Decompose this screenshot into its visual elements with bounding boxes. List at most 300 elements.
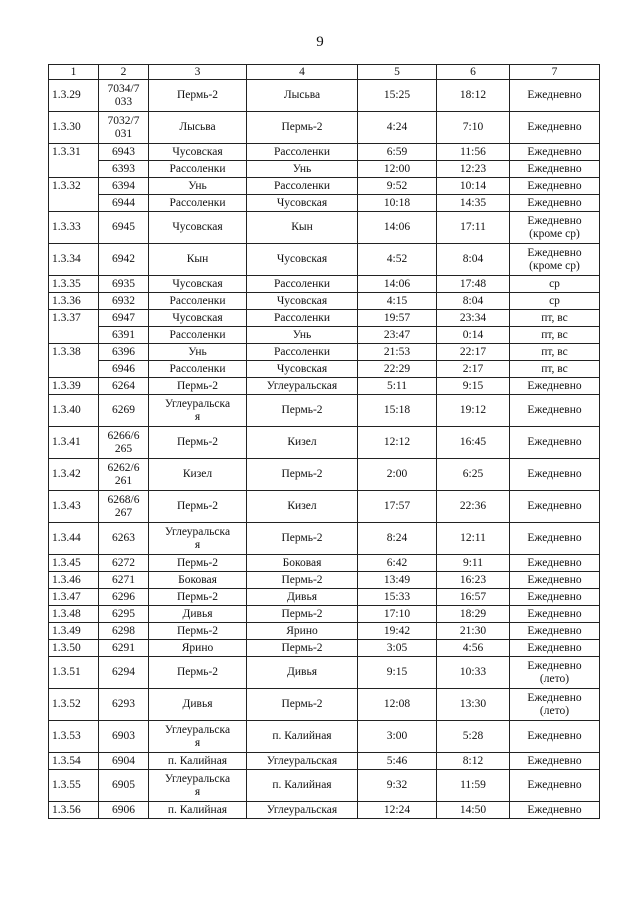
train-number-text: 6904 [112,754,135,767]
arrival-time-cell [437,344,510,361]
origin-station-cell [149,459,247,491]
origin-station-cell [149,276,247,293]
origin-station-text: Пермь-2 [176,500,219,512]
origin-station-cell [149,721,247,753]
origin-station-text: Пермь-2 [176,436,219,448]
destination-station-text: Унь [292,162,312,175]
days-of-operation-text: Ежедневно (лето) [527,659,582,685]
arrival-time-cell [437,310,510,327]
row-number-text: 1.3.53 [52,730,81,742]
header-cell-3: 3 [149,65,247,80]
train-number-cell [99,144,149,161]
days-of-operation-text: Ежедневно [527,556,582,569]
destination-station-cell [247,344,358,361]
train-number-text: 6906 [112,803,135,816]
days-of-operation-text: Ежедневно [527,607,582,620]
row-number-text: 1.3.54 [52,754,81,767]
origin-station-cell [149,555,247,572]
days-of-operation-cell [510,753,600,770]
row-number-cell [49,770,99,802]
destination-station-text: Рассоленки [273,277,331,290]
days-of-operation-cell [510,244,600,276]
origin-station-cell [149,80,247,112]
departure-time-text: 12:08 [383,698,411,710]
train-number-text: 6291 [112,641,135,654]
origin-station-cell [149,657,247,689]
destination-station-cell [247,293,358,310]
train-number-text: 6945 [112,221,135,233]
table-row [49,395,600,427]
departure-time-text: 3:00 [386,730,408,742]
departure-time-cell [358,293,437,310]
row-number-cell [49,244,99,276]
row-number-text: 1.3.46 [52,573,81,586]
train-number-cell [99,721,149,753]
origin-station-text: Кизел [182,468,213,480]
origin-station-cell [149,212,247,244]
table-row [49,293,600,310]
arrival-time-text: 18:29 [459,607,487,620]
arrival-time-text: 16:23 [459,573,487,586]
train-number-cell [99,212,149,244]
origin-station-cell [149,161,247,178]
arrival-time-cell [437,689,510,721]
destination-station-cell [247,459,358,491]
train-number-text: 6391 [112,328,135,341]
train-number-cell [99,378,149,395]
destination-station-cell [247,327,358,344]
arrival-time-cell [437,327,510,344]
header-cell-1: 1 [49,65,99,80]
table-row [49,212,600,244]
origin-station-text: Дивья [182,607,213,620]
train-number-text: 6271 [112,573,135,586]
destination-station-cell [247,361,358,378]
arrival-time-cell [437,276,510,293]
train-number-text: 6264 [112,379,135,392]
destination-station-cell [247,802,358,819]
arrival-time-cell [437,293,510,310]
destination-station-text: Кизел [287,500,317,512]
row-number-cell [49,427,99,459]
origin-station-text: Рассоленки [169,362,226,375]
arrival-time-cell [437,640,510,657]
destination-station-text: Рассоленки [273,145,331,158]
destination-station-text: п. Калийная [272,779,332,791]
row-number-text: 1.3.41 [52,436,81,448]
table-row [49,276,600,293]
days-of-operation-text: Ежедневно [527,162,582,175]
departure-time-text: 9:52 [386,179,408,192]
arrival-time-cell [437,195,510,212]
train-number-cell [99,523,149,555]
destination-station-cell [247,657,358,689]
departure-time-cell [358,491,437,523]
destination-station-cell [247,589,358,606]
train-number-text: 6296 [112,590,135,603]
arrival-time-cell [437,161,510,178]
departure-time-cell [358,572,437,589]
destination-station-text: Рассоленки [273,311,331,324]
departure-time-text: 10:18 [383,196,411,209]
arrival-time-cell [437,623,510,640]
origin-station-text: Углеуральска я [164,525,231,551]
days-of-operation-cell [510,770,600,802]
arrival-time-cell [437,244,510,276]
train-number-text: 6396 [112,345,135,358]
departure-time-cell [358,161,437,178]
days-of-operation-cell [510,491,600,523]
train-number-cell [99,555,149,572]
days-of-operation-text: Ежедневно (кроме ср) [527,246,582,272]
arrival-time-text: 11:59 [460,779,486,791]
table-row [49,572,600,589]
origin-station-text: Чусовская [172,221,223,233]
row-number-cell [49,395,99,427]
days-of-operation-text: Ежедневно [527,803,582,816]
departure-time-text: 23:47 [383,328,411,341]
header-cell-5: 5 [358,65,437,80]
departure-time-text: 12:00 [383,162,411,175]
train-number-text: 6944 [112,196,135,209]
departure-time-text: 6:42 [386,556,408,569]
origin-station-cell [149,244,247,276]
origin-station-text: Боковая [178,573,217,586]
arrival-time-cell [437,378,510,395]
row-number-cell [49,80,99,112]
days-of-operation-cell [510,802,600,819]
train-number-cell [99,112,149,144]
days-of-operation-cell [510,459,600,491]
arrival-time-text: 9:15 [462,379,484,392]
train-number-text: 6943 [112,145,135,158]
destination-station-text: Унь [292,328,312,341]
row-number-cell [49,178,99,195]
table-row [49,459,600,491]
destination-station-text: Чусовская [276,362,328,375]
origin-station-text: Ярино [181,641,214,654]
arrival-time-text: 14:50 [459,803,487,816]
departure-time-cell [358,112,437,144]
destination-station-cell [247,491,358,523]
days-of-operation-text: Ежедневно [527,179,582,192]
origin-station-cell [149,144,247,161]
origin-station-cell [149,802,247,819]
train-number-cell [99,572,149,589]
days-of-operation-cell [510,623,600,640]
departure-time-cell [358,144,437,161]
origin-station-cell [149,327,247,344]
days-of-operation-text: Ежедневно [527,436,582,448]
destination-station-cell [247,721,358,753]
header-row [49,65,600,80]
origin-station-text: Кын [186,253,209,265]
arrival-time-text: 17:11 [460,221,486,233]
row-number-cell [49,606,99,623]
arrival-time-text: 7:10 [462,121,484,133]
train-number-text: 6272 [112,556,135,569]
train-number-text: 6942 [112,253,135,265]
row-number-text: 1.3.44 [52,532,81,544]
table-row [49,144,600,161]
days-of-operation-text: Ежедневно [527,404,582,416]
arrival-time-text: 4:56 [462,641,484,654]
days-of-operation-text: Ежедневно [527,573,582,586]
departure-time-text: 4:15 [386,294,408,307]
departure-time-cell [358,378,437,395]
origin-station-cell [149,293,247,310]
table-row [49,657,600,689]
destination-station-text: Чусовская [276,253,328,265]
train-number-text: 6293 [112,698,135,710]
departure-time-cell [358,212,437,244]
destination-station-text: Пермь-2 [281,641,323,654]
origin-station-cell [149,572,247,589]
arrival-time-cell [437,753,510,770]
train-number-cell [99,344,149,361]
train-number-cell [99,753,149,770]
departure-time-text: 9:32 [386,779,408,791]
days-of-operation-text: Ежедневно [527,89,582,101]
train-number-text: 6298 [112,624,135,637]
origin-station-text: Чусовская [172,311,223,324]
row-number-cell [49,161,99,178]
table-row [49,606,600,623]
train-number-text: 6947 [112,311,135,324]
train-number-text: 6935 [112,277,135,290]
origin-station-cell [149,623,247,640]
arrival-time-cell [437,80,510,112]
departure-time-cell [358,802,437,819]
destination-station-cell [247,144,358,161]
days-of-operation-text: Ежедневно [527,754,582,767]
row-number-cell [49,361,99,378]
arrival-time-text: 17:48 [459,277,487,290]
departure-time-text: 5:11 [386,379,408,392]
destination-station-text: Дивья [287,666,317,678]
arrival-time-text: 11:56 [460,145,486,158]
train-number-cell [99,276,149,293]
departure-time-text: 12:12 [383,436,411,448]
destination-station-cell [247,606,358,623]
destination-station-text: Углеуральская [266,379,338,392]
table-row [49,623,600,640]
destination-station-cell [247,770,358,802]
departure-time-cell [358,753,437,770]
days-of-operation-text: Ежедневно [527,590,582,603]
table-row [49,244,600,276]
row-number-text: 1.3.52 [52,698,81,710]
destination-station-cell [247,378,358,395]
days-of-operation-cell [510,572,600,589]
arrival-time-text: 13:30 [459,698,487,710]
days-of-operation-text: Ежедневно [527,500,582,512]
origin-station-text: Пермь-2 [176,556,219,569]
train-number-text: 6294 [112,666,135,678]
table-row [49,689,600,721]
days-of-operation-cell [510,395,600,427]
origin-station-cell [149,606,247,623]
destination-station-text: п. Калийная [272,730,332,742]
row-number-text: 1.3.45 [52,556,81,569]
days-of-operation-text: пт, вс [541,345,568,358]
row-number-cell [49,459,99,491]
origin-station-text: Пермь-2 [176,624,219,637]
header-cell-7: 7 [510,65,600,80]
table-row [49,310,600,327]
destination-station-text: Дивья [287,590,317,603]
days-of-operation-text: ср [549,294,560,307]
train-number-cell [99,361,149,378]
departure-time-text: 22:29 [383,362,411,375]
table-row [49,491,600,523]
departure-time-text: 3:05 [386,641,408,654]
origin-station-text: Лысьва [179,121,216,133]
arrival-time-text: 16:45 [459,436,487,448]
destination-station-text: Рассоленки [273,345,331,358]
departure-time-text: 21:53 [383,345,411,358]
origin-station-text: Пермь-2 [176,379,219,392]
row-number-text: 1.3.40 [52,404,81,416]
departure-time-text: 6:59 [386,145,408,158]
arrival-time-cell [437,361,510,378]
departure-time-text: 19:57 [383,311,411,324]
row-number-text: 1.3.36 [52,294,81,307]
arrival-time-cell [437,144,510,161]
train-number-cell [99,327,149,344]
departure-time-text: 2:00 [386,468,408,480]
origin-station-text: п. Калийная [167,754,228,767]
train-number-text: 6946 [112,362,135,375]
table-row [49,802,600,819]
departure-time-text: 8:24 [386,532,408,544]
destination-station-text: Углеуральская [266,754,338,767]
header-cell-4: 4 [247,65,358,80]
origin-station-text: Рассоленки [169,328,226,341]
days-of-operation-text: Ежедневно (кроме ср) [527,214,582,240]
destination-station-cell [247,689,358,721]
row-number-cell [49,327,99,344]
days-of-operation-cell [510,589,600,606]
destination-station-cell [247,427,358,459]
row-number-cell [49,657,99,689]
arrival-time-text: 5:28 [462,730,484,742]
row-number-cell [49,572,99,589]
origin-station-cell [149,178,247,195]
departure-time-cell [358,244,437,276]
departure-time-cell [358,276,437,293]
origin-station-cell [149,378,247,395]
destination-station-text: Пермь-2 [281,404,323,416]
train-number-cell [99,623,149,640]
origin-station-text: Чусовская [172,145,223,158]
days-of-operation-text: Ежедневно [527,145,582,158]
days-of-operation-text: Ежедневно [527,624,582,637]
days-of-operation-cell [510,721,600,753]
arrival-time-text: 10:33 [459,666,487,678]
row-number-cell [49,802,99,819]
table-row [49,112,600,144]
days-of-operation-cell [510,195,600,212]
destination-station-text: Ярино [286,624,318,637]
origin-station-cell [149,310,247,327]
row-number-cell [49,640,99,657]
days-of-operation-cell [510,310,600,327]
departure-time-text: 13:49 [383,573,411,586]
arrival-time-text: 8:04 [462,253,484,265]
arrival-time-cell [437,491,510,523]
arrival-time-text: 14:35 [459,196,487,209]
days-of-operation-cell [510,344,600,361]
row-number-cell [49,378,99,395]
row-number-text: 1.3.42 [52,468,81,480]
arrival-time-text: 12:11 [460,532,486,544]
days-of-operation-text: пт, вс [541,328,568,341]
origin-station-cell [149,112,247,144]
arrival-time-cell [437,589,510,606]
departure-time-cell [358,195,437,212]
departure-time-text: 5:46 [386,754,408,767]
row-number-text: 1.3.48 [52,607,81,620]
arrival-time-text: 6:25 [462,468,484,480]
table-row [49,178,600,195]
arrival-time-text: 2:17 [462,362,484,375]
destination-station-text: Боковая [282,556,322,569]
arrival-time-text: 23:34 [459,311,487,324]
origin-station-text: Пермь-2 [176,666,219,678]
row-number-cell [49,555,99,572]
arrival-time-cell [437,427,510,459]
row-number-cell [49,721,99,753]
origin-station-cell [149,491,247,523]
departure-time-text: 19:42 [383,624,411,637]
origin-station-cell [149,640,247,657]
arrival-time-text: 18:12 [459,89,487,101]
days-of-operation-text: Ежедневно [527,468,582,480]
origin-station-text: Углеуральска я [164,397,231,423]
origin-station-cell [149,689,247,721]
origin-station-text: Унь [188,179,207,192]
days-of-operation-cell [510,144,600,161]
origin-station-cell [149,395,247,427]
destination-station-cell [247,753,358,770]
origin-station-cell [149,770,247,802]
destination-station-cell [247,195,358,212]
days-of-operation-cell [510,178,600,195]
row-number-text: 1.3.29 [52,89,81,101]
arrival-time-cell [437,112,510,144]
row-number-cell [49,344,99,361]
row-number-cell [49,753,99,770]
table-row [49,770,600,802]
departure-time-cell [358,589,437,606]
arrival-time-cell [437,459,510,491]
origin-station-cell [149,753,247,770]
destination-station-cell [247,276,358,293]
train-number-cell [99,606,149,623]
table-row [49,327,600,344]
train-number-text: 6262/6 261 [107,461,140,487]
origin-station-text: Рассоленки [169,162,226,175]
departure-time-text: 9:15 [386,666,408,678]
table-row [49,161,600,178]
train-number-cell [99,640,149,657]
schedule-table [48,64,600,819]
destination-station-cell [247,310,358,327]
origin-station-cell [149,427,247,459]
table-row [49,361,600,378]
destination-station-cell [247,212,358,244]
